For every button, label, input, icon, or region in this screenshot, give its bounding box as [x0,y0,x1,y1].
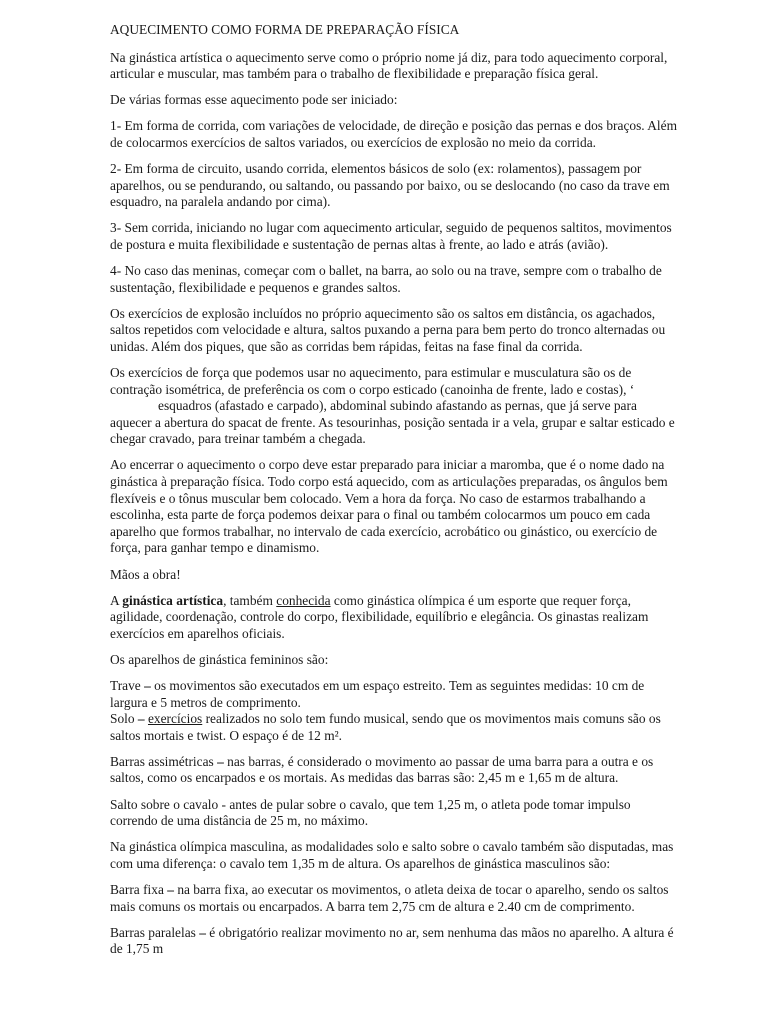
text-line [110,593,668,610]
text-run: realizados no solo tem fundo musical, sendo que os movimentos mais comuns são os [202,711,661,727]
text-line: Salto sobre o cavalo - antes de pular sobre o cavalo, que tem 1,25 m, o atleta pode tomar impulso [110,796,631,812]
text-line: de 1,75 m [110,941,164,957]
hyperlink-exercicios[interactable]: exercícios [147,711,203,727]
paragraph-gymnastics-definition [110,593,668,643]
text-line: saltos repetidos com velocidade e altura, saltos puxando a perna para bem perto do tronco alternadas ou [110,322,666,338]
text-line: Na ginástica olímpica masculina, as modalidades solo e salto sobre o cavalo também são disputadas, mas [110,839,674,855]
text-line: aparelho que formos trabalhar, no intervalo de cada exercício, acrobático ou ginástico, ou exercício de [110,523,658,539]
paragraph-explosion [110,306,668,356]
paragraph-trave-solo [110,678,668,744]
text-line: escolinha, esta parte de força podemos deixar para o final ou também colocarmos um pouco em cada [110,507,651,523]
text-line: De várias formas esse aquecimento pode ser iniciado: [110,92,398,108]
text-line: Os exercícios de força que podemos usar no aquecimento, para estimular e musculatura são os de [110,365,632,380]
text-line: 1- Em forma de corrida, com variações de velocidade, de direção e posição das pernas e dos braços. Além [110,118,678,134]
text-run: nas barras, é considerado o movimento ao passar de uma barra para a outra e os [223,753,654,769]
text-run: , também [223,592,277,608]
text-line: mais comuns os mortais ou encarpados. A barra tem 2,75 cm de altura e 2.40 cm de comprimento. [110,898,635,914]
paragraph-item-3 [110,220,672,253]
text-line: exercícios em aparelhos oficiais. [110,625,285,641]
text-line: 4- No caso das meninas, começar com o ballet, na barra, ao solo ou na trave, sempre com o trabalho de [110,263,662,279]
text-run: os movimentos são executados em um espaço estreito. Tem as seguintes medidas: 10 cm de [150,678,645,693]
paragraph-hands-on [110,567,668,584]
dash: – [137,711,145,727]
text-line: Os aparelhos de ginástica femininos são: [110,651,329,667]
text-line [110,882,668,899]
paragraph-female-apparatus [110,652,668,669]
text-line: unidas. Além dos piques, que são as corridas bem rápidas, feitas na fase final da corrida. [110,338,583,354]
text-line: 2- Em forma de circuito, usando corrida, elementos básicos de solo (ex: rolamentos), passagem por [110,161,642,177]
paragraph-item-4 [110,263,668,296]
dash: – [144,678,151,693]
text-line: esquadros (afastado e carpado), abdominal subindo afastando as pernas, que já serve para [158,398,637,414]
paragraph-item-2 [110,161,668,211]
text-line: de postura e muita flexibilidade e sustentação de pernas altas à frente, ao lado e atrás (avião). [110,236,609,252]
text-line: 3- Sem corrida, iniciando no lugar com aquecimento articular, seguido de pequenos saltitos, movimentos [110,220,672,236]
text-line: saltos mortais e twist. O espaço é de 12 m². [110,727,342,743]
text-line: correndo de uma distância de 25 m, no máximo. [110,813,369,829]
paragraph-strength [110,365,675,448]
paragraph-item-1 [110,118,678,151]
text-line: agilidade, coordenação, controle do corpo, flexibilidade, equilíbrio e elegância. Os ginastas realizam [110,609,649,625]
dash: – [217,753,224,769]
text-run: na barra fixa, ao executar os movimentos, o atleta deixa de tocar o aparelho, sendo os saltos [173,881,669,897]
text-run: Barras paralelas [110,924,200,940]
text-run: como ginástica olímpica é um esporte que requer força, [330,592,631,608]
dash: – [167,881,174,897]
text-run: Barra fixa [110,881,168,897]
paragraph-male-gymnastics [110,839,674,872]
text-run: A [110,592,123,608]
text-line: Na ginástica artística o aquecimento serve como o próprio nome já diz, para todo aquecimento corporal, [110,49,668,65]
text-line: sustentação, flexibilidade e pequenos e grandes saltos. [110,279,401,295]
text-line: saltos, como os encarpados e os mortais. As medidas das barras são: 2,45 m e 1,65 m de altura. [110,770,619,786]
text-line: contração isométrica, de preferência os com o corpo esticado (canoinha de frente, lado e costas), ‘ [110,381,635,397]
text-run: Solo [110,711,138,727]
text-line: articular e muscular, mas também para o trabalho de flexibilidade e preparação física geral. [110,66,599,82]
text-line: largura e 5 metros de comprimento. [110,694,301,710]
text-line [110,711,668,728]
text-line: de colocarmos exercícios de saltos variados, ou exercícios de explosão no meio da corrida. [110,134,596,150]
paragraph-forms-intro [110,92,668,109]
text-line [110,754,668,771]
text-run: Trave [110,678,145,693]
dash: – [199,924,206,940]
paragraph-barra-fixa [110,882,668,915]
text-line [110,924,674,942]
text-run: é obrigatório realizar movimento no ar, sem nenhuma das mãos no aparelho. A altura é [205,924,674,940]
text-line: força, para ganhar tempo e dinamismo. [110,540,320,556]
text-line: Os exercícios de explosão incluídos no próprio aquecimento são os saltos em distância, os agachados, [110,305,656,321]
paragraph-closing [110,457,668,557]
text-line: Ao encerrar o aquecimento o corpo deve estar preparado para iniciar a maromba, que é o nome dado na [110,457,665,473]
text-line: chegar cravado, para treinar também a chegada. [110,431,366,447]
text-line: aparelhos, ou se pendurando, ou saltando, ou passando por baixo, ou se deslocando (no caso da trave em [110,177,670,193]
text-line: com uma diferença: o cavalo tem 1,35 m de altura. Os aparelhos de ginástica masculinos são: [110,855,611,871]
text-line [110,678,668,695]
bold-term: ginástica artística [122,592,224,608]
paragraph-barras-assimetricas [110,754,668,787]
text-line: aquecer a abertura do spacat de frente. As tesourinhas, posição sentada ir a vela, grupar e saltar esticado e [110,414,675,430]
text-line: esquadro, na paralela andando por cima). [110,194,331,210]
paragraph-barras-paralelas [110,924,674,958]
text-run: Barras assimétricas [110,753,218,769]
text-line: Mãos a obra! [110,566,181,582]
hyperlink-conhecida[interactable]: conhecida [276,592,331,608]
text-line: ginástica à preparação física. Todo corpo está aquecido, com as articulações preparadas, os ângulos bem [110,474,668,490]
paragraph-salto-cavalo [110,797,668,830]
text-line: flexíveis e o tônus muscular bem colocado. Vem a hora da força. No caso de estarmos trabalhando a [110,490,646,506]
document-title: AQUECIMENTO COMO FORMA DE PREPARAÇÃO FÍSICA [110,22,460,37]
paragraph-intro [110,50,668,83]
